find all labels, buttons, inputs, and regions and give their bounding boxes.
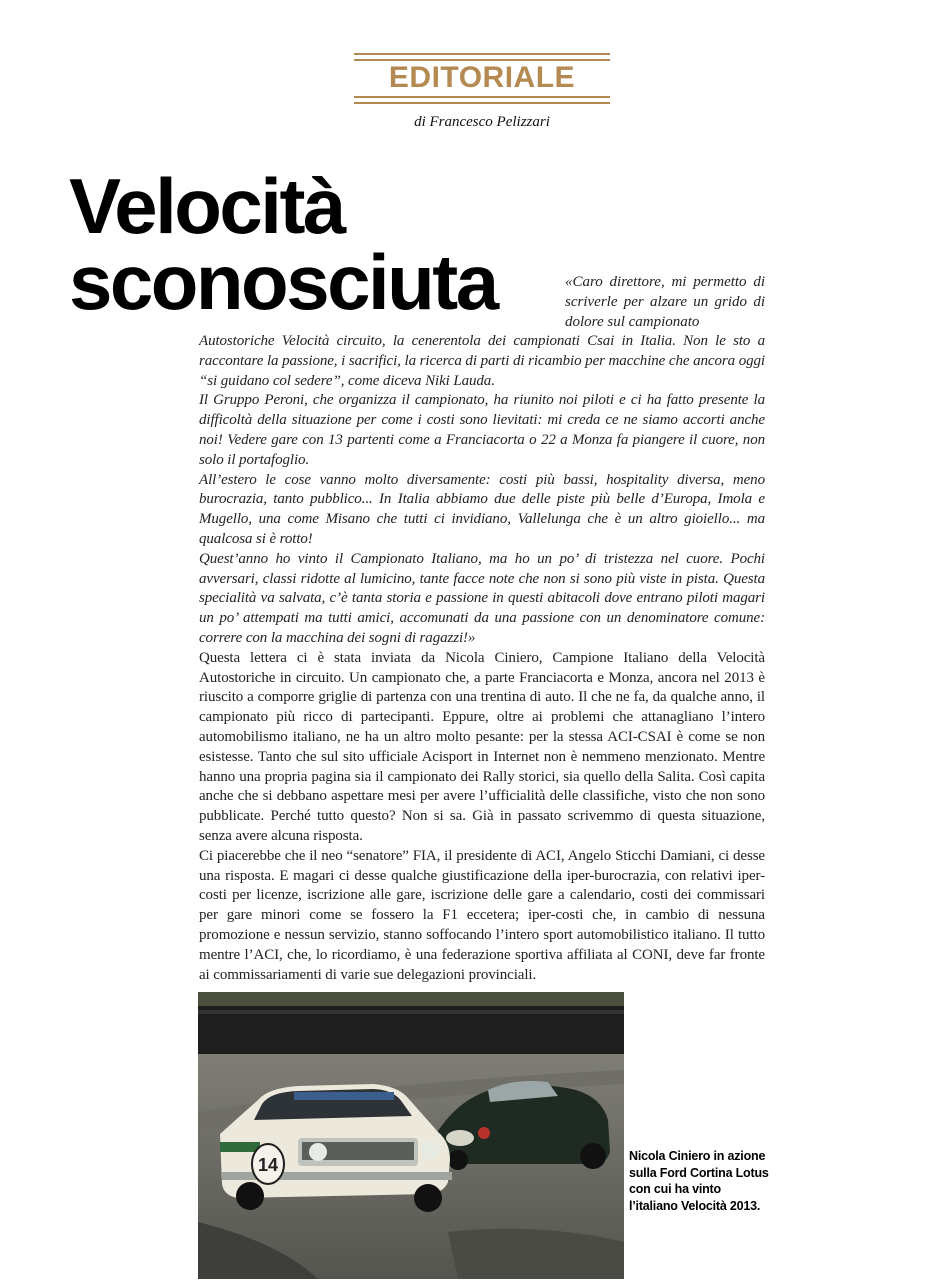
letter-paragraph: Quest’anno ho vinto il Campionato Italiano, ma ho un po’ di tristezza nel cuore. Pochi avversari, classi ridotte al lumicino, tante facce note che non si sono più viste in pista. Questa specialità va salvata, c’è tanta storia e passione in questi abitacoli dove entrano piloti magari un po’ attempati ma tutti amici, accomunati da una passione con un denominatore comune: correre con la macchina dei sogni di ragazzi!» [199, 550, 765, 646]
car-number: 14 [257, 1155, 279, 1175]
editorial-paragraph: Questa lettera ci è stata inviata da Nicola Ciniero, Campione Italiano della Velocità Autostoriche in circuito. Un campionato che, a parte Franciacorta e Monza, ancora nel 2013 è riuscito a comporre griglie di partenza con una trentina di auto. Il che ne fa, da qualche anno, il campionato più ricco di partecipanti. Eppure, oltre ai problemi che attanagliano l’intero automobilismo italiano, ne ha un altro molto pesante: per la stessa ACI-CSAI è come se non esistesse. Tanto che sul sito ufficiale Acisport in Internet non è nemmeno menzionato. Mentre hanno una propria pagina sia il campionato dei Rally storici, sia quello della Salita. Così capita anche che si debbano aspettare mesi per avere l’ufficialità delle classifiche, visto che non sono pubblicate. Perché tutto questo? Non si sa. Già in passato scrivemmo di questa situazione, senza avere alcuna risposta. [199, 649, 765, 844]
headline-line-1: Velocità [69, 162, 344, 250]
masthead-rule-bottom [354, 102, 610, 104]
letter-intro: «Caro direttore, mi permetto di scriverle per alzare un grido di dolore sul campionato [565, 274, 765, 330]
headline [69, 162, 569, 326]
masthead-rule-top [354, 53, 610, 55]
race-photo-illustration [198, 992, 624, 1279]
article-body [199, 332, 765, 985]
photo-caption: Nicola Ciniero in azione sulla Ford Cortina Lotus con cui ha vinto l’italiano Velocità 2013. [629, 1149, 769, 1213]
masthead [354, 53, 610, 104]
race-photo [198, 992, 624, 1279]
letter-paragraph: Autostoriche Velocità circuito, la cenerentola dei campionati Csai in Italia. Non le sto a raccontare la passione, i sacrifici, la ricerca di parti di ricambio per macchine che ancora oggi “si guidano col sedere”, come diceva Niki Lauda. [199, 333, 765, 389]
masthead-rule-bottom-thin [354, 96, 610, 98]
byline: di Francesco Pelizzari [414, 114, 550, 130]
section-label: EDITORIALE [388, 61, 576, 94]
letter-paragraph: All’estero le cose vanno molto diversamente: costi più bassi, hospitality diversa, meno burocrazia, tanto pubblico... In Italia abbiamo due delle piste più belle d’Europa, Imola e Mugello, una come Misano che tutti ci invidiano, Vallelunga che è un altro gioiello... ma qualcosa si è rotto! [199, 471, 765, 547]
letter-paragraph: Il Gruppo Peroni, che organizza il campionato, ha riunito noi piloti e ci ha fatto presente la difficoltà della situazione per come i costi sono lievitati: mi creda ce ne siamo accorti anche noi! Vedere gare con 13 partenti come a Franciacorta o 22 a Monza fa piangere il cuore, non solo il portafoglio. [199, 392, 765, 468]
headline-line-2: sconosciuta [69, 238, 497, 326]
editorial-paragraph: Ci piacerebbe che il neo “senatore” FIA, il presidente di ACI, Angelo Sticchi Damiani, ci desse una risposta. E magari ci desse qualche giustificazione della iper-burocrazia, con relativi iper-costi per licenze, iscrizione alle gare, iscrizione delle gare a calendario, costi dei commissari per gare minori come se fossero la F1 eccetera; iper-costi che, in cambio di nessuna promozione e nessun servizio, stanno soffocando l’intero sport automobilistico italiano. Il tutto mentre l’ACI, che, lo ricordiamo, è una federazione sportiva affiliata al CONI, deve far fronte ai commissariamenti di varie sue delegazioni provinciali. [199, 847, 765, 983]
